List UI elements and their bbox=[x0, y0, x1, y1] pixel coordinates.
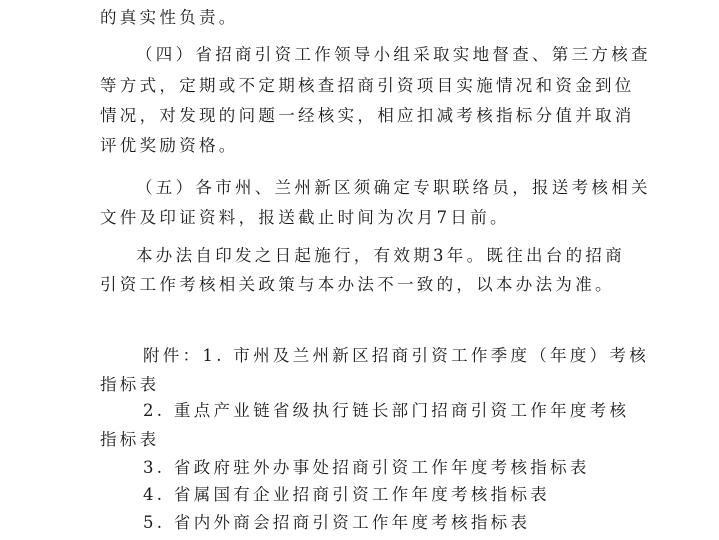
text-line: 的真实性负责。 bbox=[100, 8, 239, 27]
attachment-line: 4. 省属国有企业招商引资工作年度考核指标表 bbox=[143, 485, 551, 504]
text-line: （四）省招商引资工作领导小组采取实地督查、第三方核查 bbox=[136, 45, 651, 64]
attachment-line: 附件：1. 市州及兰州新区招商引资工作季度（年度）考核 bbox=[143, 346, 650, 365]
text-line: 文件及印证资料，报送截止时间为次月7日前。 bbox=[100, 208, 510, 227]
attachment-line: 2. 重点产业链省级执行链长部门招商引资工作年度考核 bbox=[143, 401, 630, 420]
attachment-line: 指标表 bbox=[100, 375, 160, 394]
text-line: （五）各市州、兰州新区须确定专职联络员，报送考核相关 bbox=[136, 178, 651, 197]
text-line: 等方式，定期或不定期核查招商引资项目实施情况和资金到位 bbox=[100, 76, 635, 95]
text-line: 引资工作考核相关政策与本办法不一致的，以本办法为准。 bbox=[100, 275, 615, 294]
attachment-line: 5. 省内外商会招商引资工作年度考核指标表 bbox=[143, 513, 531, 532]
text-line: 评优奖励资格。 bbox=[100, 136, 239, 155]
text-line: 本办法自印发之日起施行，有效期3年。既往出台的招商 bbox=[136, 246, 625, 265]
attachment-line: 指标表 bbox=[100, 430, 160, 449]
text-line: 情况，对发现的问题一经核实，相应扣减考核指标分值并取消 bbox=[100, 106, 635, 125]
attachment-line: 3. 省政府驻外办事处招商引资工作年度考核指标表 bbox=[143, 458, 590, 477]
